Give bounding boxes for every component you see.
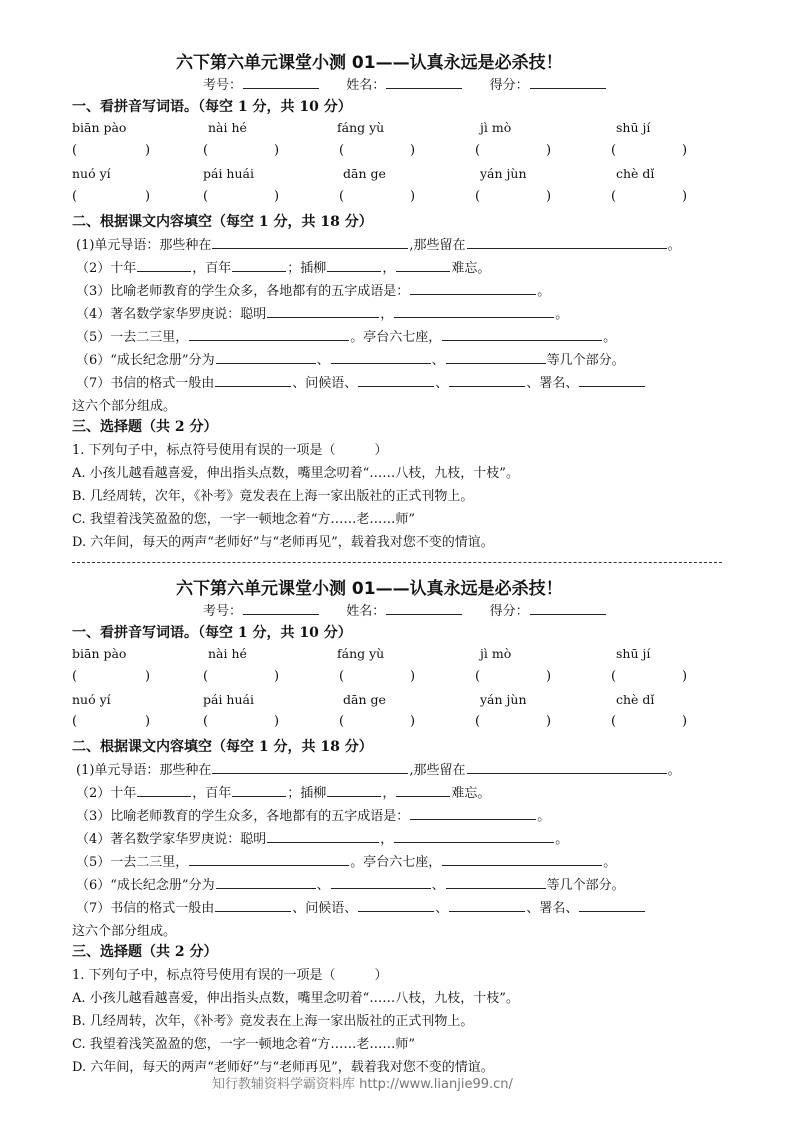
q2-blank-2[interactable] bbox=[232, 783, 286, 797]
q1-text: (1)单元导语：那些种在 bbox=[76, 763, 212, 778]
answer-paren-open[interactable]: ( bbox=[475, 714, 481, 729]
q7-blank-2[interactable] bbox=[358, 898, 434, 912]
q7-blank-3[interactable] bbox=[449, 373, 525, 387]
pinyin-8: dān ge bbox=[343, 692, 386, 707]
student-info-row bbox=[203, 600, 607, 619]
q3-text: 。 bbox=[537, 809, 551, 824]
answer-paren-close: ) bbox=[546, 143, 552, 158]
pinyin-7: pái huái bbox=[203, 692, 254, 707]
fill-q7-continued: 这六个部分组成。 bbox=[72, 399, 177, 414]
choice-option-d[interactable]: D. 六年间，每天的两声“老师好”与“老师再见”，载着我对您不变的情谊。 bbox=[72, 1060, 494, 1075]
fill-q6 bbox=[76, 874, 625, 893]
answer-paren-open[interactable]: ( bbox=[203, 669, 209, 684]
answer-paren-open[interactable]: ( bbox=[475, 189, 481, 204]
name-label: 姓名： bbox=[346, 604, 386, 619]
footer-watermark: 知行教辅资料学霸资料库 http://www.lianjie99.cn/ bbox=[212, 1077, 513, 1092]
answer-paren-open[interactable]: ( bbox=[475, 669, 481, 684]
q4-text: ， bbox=[380, 832, 394, 847]
exam-number-field[interactable] bbox=[243, 75, 319, 89]
q7-text: 、问候语、 bbox=[292, 376, 358, 391]
answer-paren-open[interactable]: ( bbox=[611, 714, 617, 729]
q6-blank-3[interactable] bbox=[446, 350, 546, 364]
answer-paren-open[interactable]: ( bbox=[72, 669, 78, 684]
section-3-heading: 三、选择题（共 2 分） bbox=[72, 419, 218, 435]
q5-text: 。 bbox=[603, 330, 617, 345]
q7-text: （7）书信的格式一般由 bbox=[76, 376, 215, 391]
q7-blank-3[interactable] bbox=[449, 898, 525, 912]
section-3-heading: 三、选择题（共 2 分） bbox=[72, 944, 218, 960]
q2-text: ，百年 bbox=[192, 261, 232, 276]
choice-option-d[interactable]: D. 六年间，每天的两声“老师好”与“老师再见”，载着我对您不变的情谊。 bbox=[72, 535, 494, 550]
q6-text: 等几个部分。 bbox=[546, 878, 625, 893]
section-1-heading: 一、看拼音写词语。（每空 1 分，共 10 分） bbox=[72, 99, 352, 115]
pinyin-4: jì mò bbox=[480, 120, 512, 135]
pinyin-4: jì mò bbox=[480, 646, 512, 661]
answer-paren-open[interactable]: ( bbox=[72, 714, 78, 729]
pinyin-2: nài hé bbox=[208, 120, 247, 135]
q4-blank-2[interactable] bbox=[394, 829, 554, 843]
q2-text: ；插柳 bbox=[287, 786, 327, 801]
q6-text: 、 bbox=[431, 878, 445, 893]
q2-text: 难忘。 bbox=[451, 786, 491, 801]
fill-q4 bbox=[76, 303, 568, 322]
q5-text: 。 bbox=[603, 855, 617, 870]
answer-paren-close: ) bbox=[546, 189, 552, 204]
fill-q7 bbox=[76, 897, 646, 916]
answer-paren-close: ) bbox=[546, 669, 552, 684]
q2-blank-3[interactable] bbox=[327, 783, 381, 797]
fill-q3 bbox=[76, 280, 550, 299]
choice-option-a[interactable]: A. 小孩儿越看越喜爱，伸出指头点数，嘴里念叨着“……八枝，九枝，十枝”。 bbox=[72, 991, 519, 1006]
fill-q5 bbox=[76, 326, 616, 345]
page-title: 六下第六单元课堂小测 01——认真永远是必杀技！ bbox=[176, 53, 563, 73]
fill-q1 bbox=[76, 759, 681, 778]
q6-blank-3[interactable] bbox=[446, 875, 546, 889]
section-2-heading: 二、根据课文内容填空（每空 1 分，共 18 分） bbox=[72, 214, 373, 230]
q5-text: 。亭台六七座， bbox=[350, 855, 442, 870]
answer-paren-close: ) bbox=[682, 714, 688, 729]
q7-blank-4[interactable] bbox=[579, 898, 645, 912]
pinyin-8: dān ge bbox=[343, 166, 386, 181]
q6-blank-1[interactable] bbox=[216, 350, 316, 364]
q2-text: ；插柳 bbox=[287, 261, 327, 276]
q7-blank-1[interactable] bbox=[215, 373, 291, 387]
pinyin-9: yán jùn bbox=[480, 692, 527, 707]
q7-text: 、署名、 bbox=[526, 376, 579, 391]
q6-text: （6）“成长纪念册”分为 bbox=[76, 353, 215, 368]
pinyin-3: fáng yù bbox=[337, 646, 385, 661]
q4-text: 。 bbox=[555, 307, 569, 322]
choice-option-c[interactable]: C. 我望着浅笑盈盈的您，一字一顿地念着“方……老……师” bbox=[72, 512, 416, 527]
q3-text: （3）比喻老师教育的学生众多，各地都有的五字成语是： bbox=[76, 809, 410, 824]
section-2-heading: 二、根据课文内容填空（每空 1 分，共 18 分） bbox=[72, 739, 373, 755]
name-label: 姓名： bbox=[346, 78, 386, 93]
q5-blank-2[interactable] bbox=[442, 852, 602, 866]
answer-paren-close: ) bbox=[410, 143, 416, 158]
q6-text: 、 bbox=[316, 878, 330, 893]
answer-paren-open[interactable]: ( bbox=[339, 669, 345, 684]
answer-paren-open[interactable]: ( bbox=[203, 714, 209, 729]
answer-paren-close: ) bbox=[145, 143, 151, 158]
exam-number-label: 考号： bbox=[203, 604, 243, 619]
answer-paren-close: ) bbox=[682, 189, 688, 204]
choice-question: 1. 下列句子中，标点符号使用有误的一项是（ ） bbox=[72, 968, 388, 983]
q5-blank-1[interactable] bbox=[189, 327, 349, 341]
answer-paren-open[interactable]: ( bbox=[339, 143, 345, 158]
answer-paren-close: ) bbox=[145, 189, 151, 204]
q1-text: ,那些留在 bbox=[409, 763, 466, 778]
q2-blank-4[interactable] bbox=[396, 258, 450, 272]
score-label: 得分： bbox=[489, 604, 529, 619]
fill-q7 bbox=[76, 372, 646, 391]
q4-text: 。 bbox=[555, 832, 569, 847]
answer-paren-open[interactable]: ( bbox=[72, 189, 78, 204]
q6-text: 等几个部分。 bbox=[546, 353, 625, 368]
q3-text: （3）比喻老师教育的学生众多，各地都有的五字成语是： bbox=[76, 284, 410, 299]
fill-q6 bbox=[76, 349, 625, 368]
fill-q2 bbox=[76, 782, 490, 801]
fill-q1 bbox=[76, 234, 681, 253]
q2-text: ，百年 bbox=[192, 786, 232, 801]
q1-blank-2[interactable] bbox=[467, 235, 667, 249]
q1-text: (1)单元导语：那些种在 bbox=[76, 238, 212, 253]
answer-paren-open[interactable]: ( bbox=[611, 189, 617, 204]
fill-q4 bbox=[76, 828, 568, 847]
q6-blank-2[interactable] bbox=[331, 350, 431, 364]
answer-paren-open[interactable]: ( bbox=[203, 143, 209, 158]
fill-q7-continued: 这六个部分组成。 bbox=[72, 924, 177, 939]
score-field[interactable] bbox=[530, 75, 606, 89]
q1-text: 。 bbox=[667, 763, 681, 778]
pinyin-9: yán jùn bbox=[480, 166, 527, 181]
answer-paren-open[interactable]: ( bbox=[203, 189, 209, 204]
answer-paren-close: ) bbox=[274, 714, 280, 729]
q1-blank-2[interactable] bbox=[467, 760, 667, 774]
answer-paren-open[interactable]: ( bbox=[611, 669, 617, 684]
choice-option-c[interactable]: C. 我望着浅笑盈盈的您，一字一顿地念着“方……老……师” bbox=[72, 1037, 416, 1052]
answer-paren-close: ) bbox=[546, 714, 552, 729]
pinyin-10: chè dǐ bbox=[616, 692, 655, 707]
q3-text: 。 bbox=[537, 284, 551, 299]
pinyin-6: nuó yí bbox=[72, 166, 111, 181]
q7-blank-1[interactable] bbox=[215, 898, 291, 912]
q2-blank-4[interactable] bbox=[396, 783, 450, 797]
q1-text: 。 bbox=[667, 238, 681, 253]
answer-paren-close: ) bbox=[410, 189, 416, 204]
pinyin-3: fáng yù bbox=[337, 120, 385, 135]
q4-text: （4）著名数学家华罗庚说：聪明 bbox=[76, 832, 267, 847]
q2-text: （2）十年 bbox=[76, 786, 137, 801]
q7-text: 、问候语、 bbox=[292, 901, 358, 916]
q5-blank-1[interactable] bbox=[189, 852, 349, 866]
q1-text: ,那些留在 bbox=[409, 238, 466, 253]
answer-paren-open[interactable]: ( bbox=[72, 143, 78, 158]
q3-blank[interactable] bbox=[410, 281, 536, 295]
exam-number-field[interactable] bbox=[243, 601, 319, 615]
q2-text: 难忘。 bbox=[451, 261, 491, 276]
q2-text: ， bbox=[382, 261, 396, 276]
exam-number-label: 考号： bbox=[203, 78, 243, 93]
q4-blank-1[interactable] bbox=[267, 304, 379, 318]
q1-blank-1[interactable] bbox=[212, 235, 408, 249]
score-field[interactable] bbox=[530, 601, 606, 615]
answer-paren-close: ) bbox=[410, 714, 416, 729]
q6-text: 、 bbox=[316, 353, 330, 368]
q7-text: 、 bbox=[435, 901, 449, 916]
pinyin-1: biān pào bbox=[72, 646, 127, 661]
q6-blank-2[interactable] bbox=[331, 875, 431, 889]
q2-blank-3[interactable] bbox=[327, 258, 381, 272]
q4-blank-1[interactable] bbox=[267, 829, 379, 843]
answer-paren-close: ) bbox=[682, 669, 688, 684]
fill-q5 bbox=[76, 851, 616, 870]
pinyin-5: shū jí bbox=[616, 646, 651, 661]
pinyin-7: pái huái bbox=[203, 166, 254, 181]
answer-paren-close: ) bbox=[682, 143, 688, 158]
q7-blank-2[interactable] bbox=[358, 373, 434, 387]
pinyin-10: chè dǐ bbox=[616, 166, 655, 181]
fill-q2 bbox=[76, 257, 490, 276]
answer-paren-close: ) bbox=[274, 669, 280, 684]
q6-text: 、 bbox=[431, 353, 445, 368]
section-1-heading: 一、看拼音写词语。（每空 1 分，共 10 分） bbox=[72, 625, 352, 641]
page-title: 六下第六单元课堂小测 01——认真永远是必杀技！ bbox=[176, 579, 563, 599]
q7-text: （7）书信的格式一般由 bbox=[76, 901, 215, 916]
q2-blank-1[interactable] bbox=[137, 258, 191, 272]
name-field[interactable] bbox=[386, 75, 462, 89]
answer-paren-open[interactable]: ( bbox=[339, 189, 345, 204]
fill-q3 bbox=[76, 805, 550, 824]
q7-text: 、 bbox=[435, 376, 449, 391]
answer-paren-close: ) bbox=[145, 714, 151, 729]
q5-text: （5）一去二三里， bbox=[76, 330, 189, 345]
answer-paren-open[interactable]: ( bbox=[611, 143, 617, 158]
cut-line-divider bbox=[72, 562, 722, 563]
choice-option-a[interactable]: A. 小孩儿越看越喜爱，伸出指头点数，嘴里念叨着“……八枝，九枝，十枝”。 bbox=[72, 466, 519, 481]
answer-paren-close: ) bbox=[274, 143, 280, 158]
choice-question: 1. 下列句子中，标点符号使用有误的一项是（ ） bbox=[72, 443, 388, 458]
answer-paren-open[interactable]: ( bbox=[475, 143, 481, 158]
name-field[interactable] bbox=[386, 601, 462, 615]
q3-blank[interactable] bbox=[410, 806, 536, 820]
q5-text: 。亭台六七座， bbox=[350, 330, 442, 345]
pinyin-6: nuó yí bbox=[72, 692, 111, 707]
q6-text: （6）“成长纪念册”分为 bbox=[76, 878, 215, 893]
answer-paren-close: ) bbox=[410, 669, 416, 684]
q7-blank-4[interactable] bbox=[579, 373, 645, 387]
pinyin-2: nài hé bbox=[208, 646, 247, 661]
pinyin-5: shū jí bbox=[616, 120, 651, 135]
q2-blank-1[interactable] bbox=[137, 783, 191, 797]
student-info-row bbox=[203, 74, 607, 93]
pinyin-1: biān pào bbox=[72, 120, 127, 135]
q4-text: （4）著名数学家华罗庚说：聪明 bbox=[76, 307, 267, 322]
q4-text: ， bbox=[380, 307, 394, 322]
q6-blank-1[interactable] bbox=[216, 875, 316, 889]
choice-option-b[interactable]: B. 几经周转，次年，《补考》竟发表在上海一家出版社的正式刊物上。 bbox=[72, 1014, 474, 1029]
q5-blank-2[interactable] bbox=[442, 327, 602, 341]
q2-blank-2[interactable] bbox=[232, 258, 286, 272]
q7-text: 、署名、 bbox=[526, 901, 579, 916]
answer-paren-close: ) bbox=[274, 189, 280, 204]
choice-option-b[interactable]: B. 几经周转，次年，《补考》竟发表在上海一家出版社的正式刊物上。 bbox=[72, 489, 474, 504]
q1-blank-1[interactable] bbox=[212, 760, 408, 774]
q2-text: （2）十年 bbox=[76, 261, 137, 276]
score-label: 得分： bbox=[489, 78, 529, 93]
answer-paren-close: ) bbox=[145, 669, 151, 684]
q4-blank-2[interactable] bbox=[394, 304, 554, 318]
q2-text: ， bbox=[382, 786, 396, 801]
q5-text: （5）一去二三里， bbox=[76, 855, 189, 870]
answer-paren-open[interactable]: ( bbox=[339, 714, 345, 729]
